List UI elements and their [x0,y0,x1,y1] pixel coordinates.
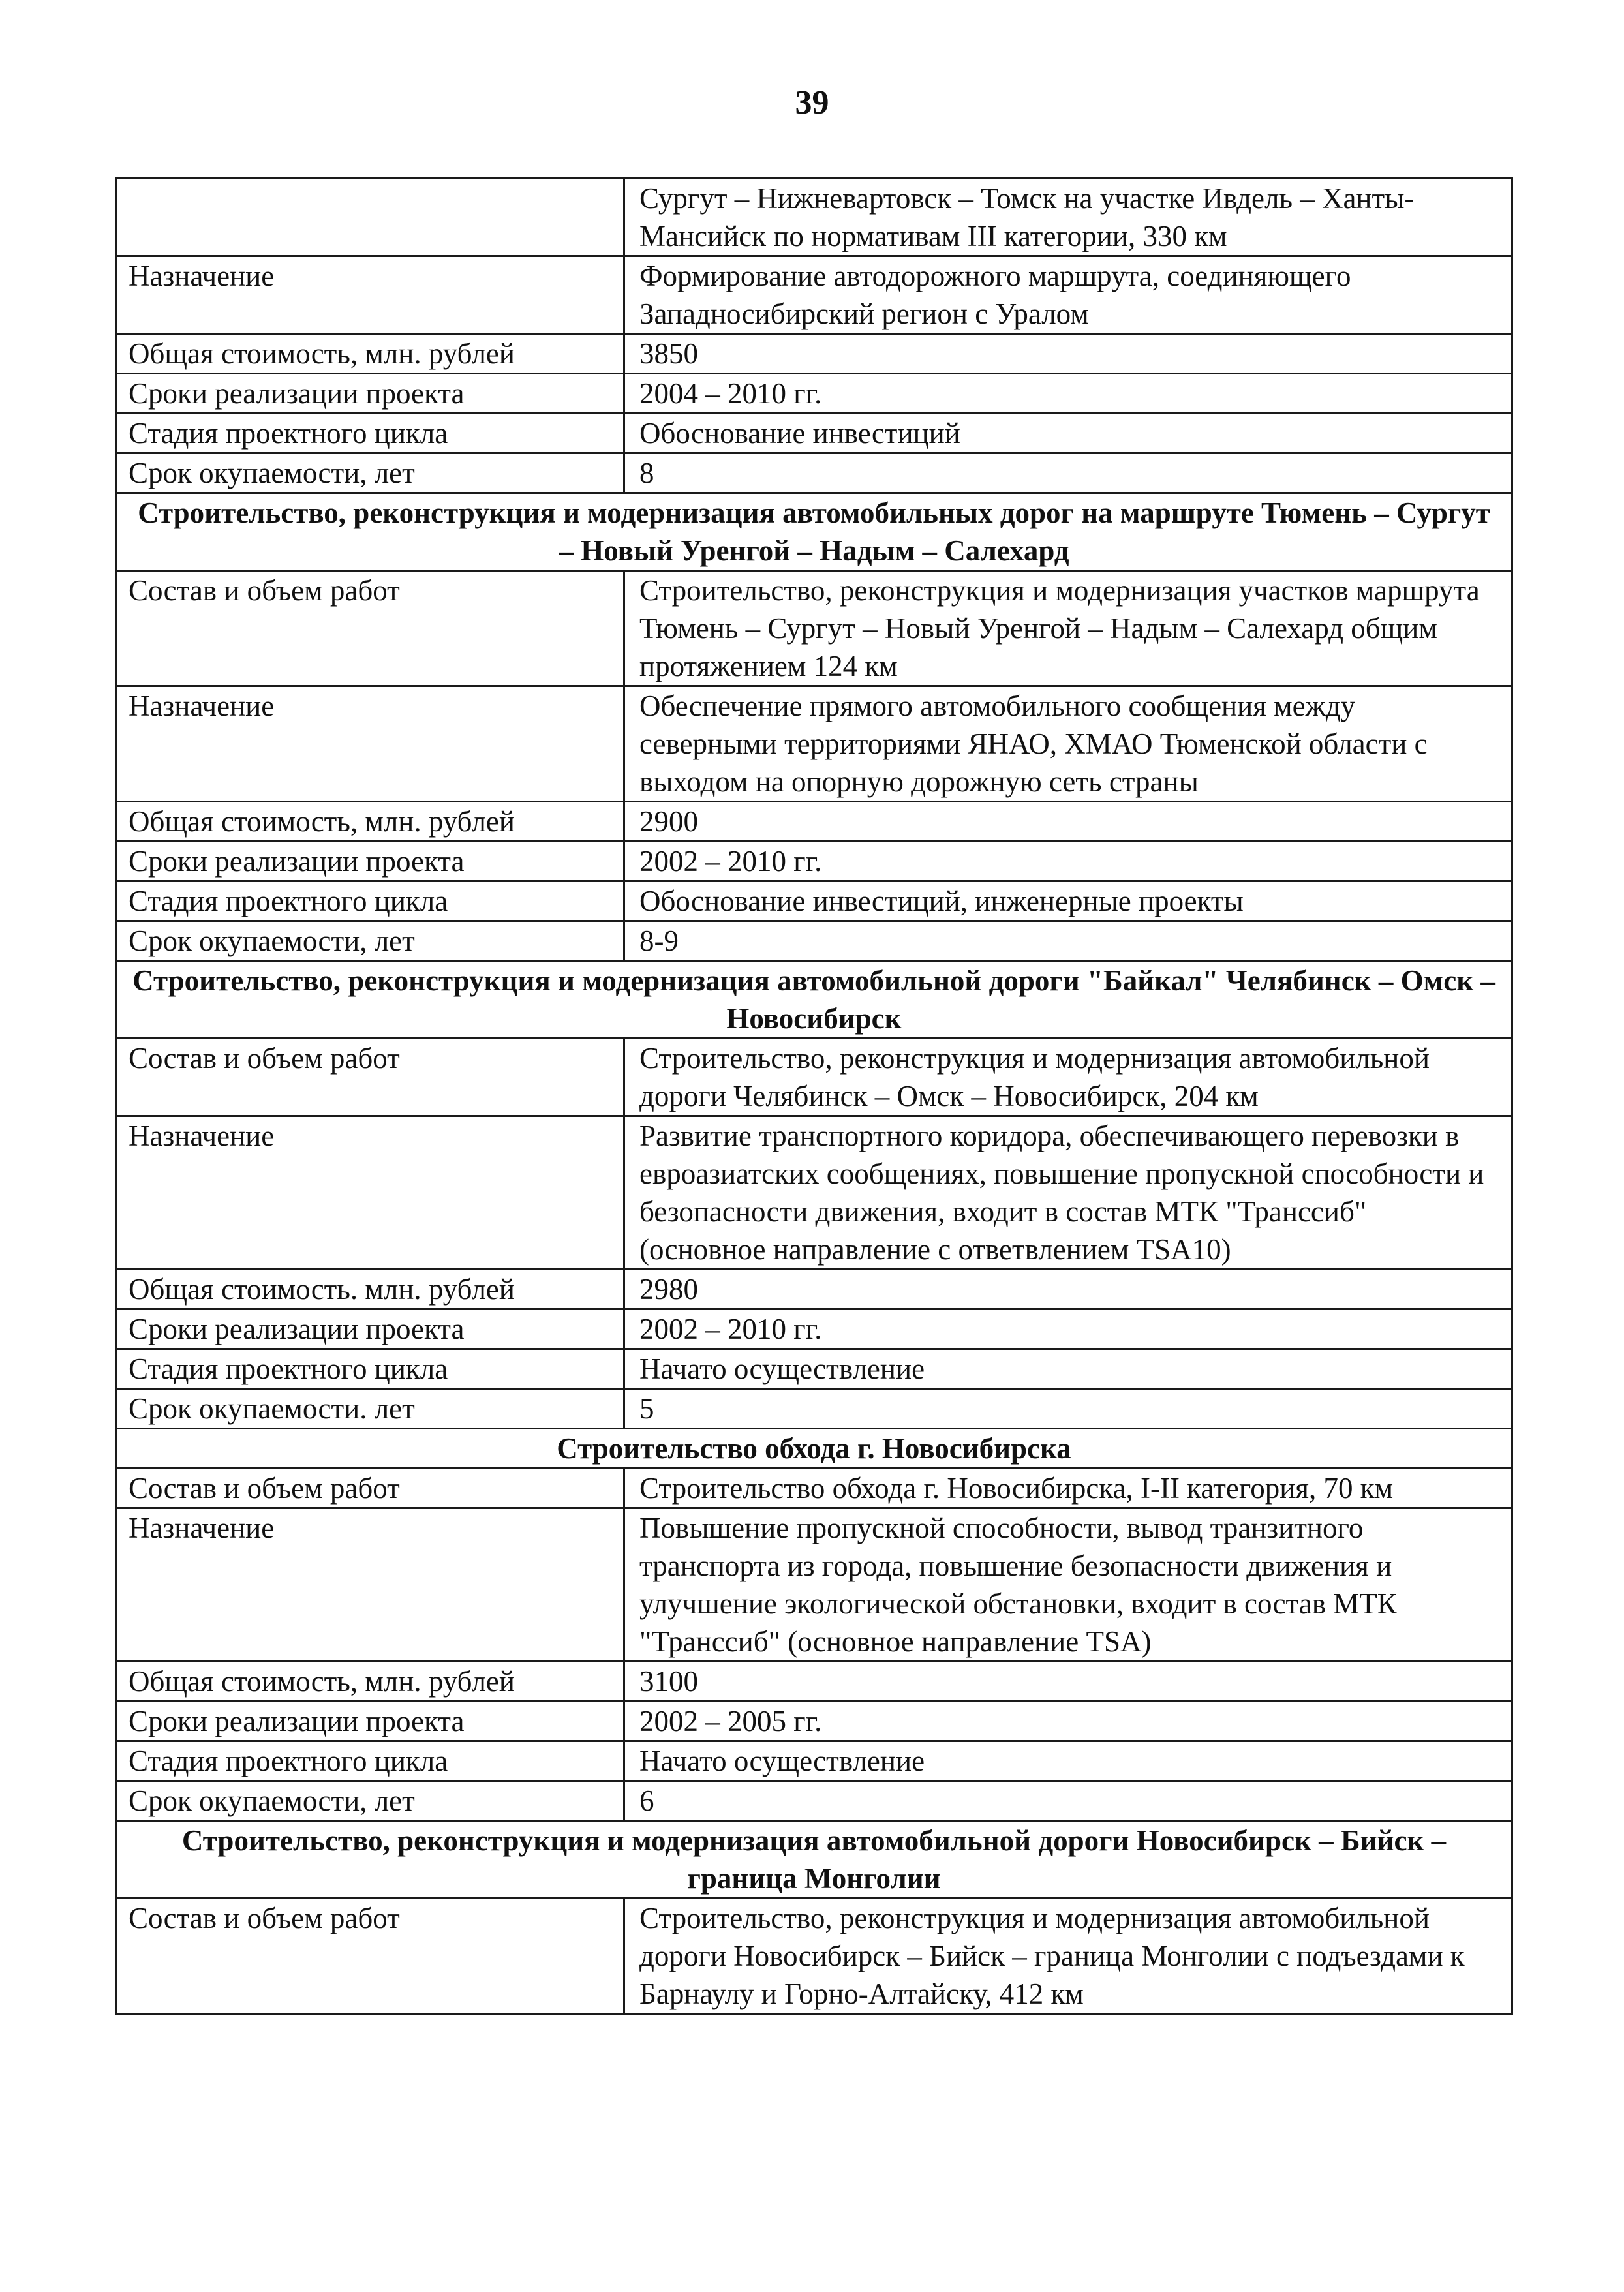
row-label: Общая стоимость, млн. рублей [116,1662,624,1702]
row-value: 5 [624,1389,1512,1429]
row-value: 2002 – 2010 гг. [624,842,1512,881]
table-row [116,1116,1512,1270]
row-value: Строительство обхода г. Новосибирска, I-II категория, 70 км [624,1469,1512,1508]
row-value: Начато осуществление [624,1741,1512,1781]
project-table-body [116,179,1512,2014]
row-label: Стадия проектного цикла [116,1741,624,1781]
row-value: Обеспечение прямого автомобильного сообщения между северными территориями ЯНАО, ХМАО Тюменской области с выходом на опорную дорожную сеть страны [624,686,1512,802]
table-row [116,802,1512,842]
row-label: Общая стоимость, млн. рублей [116,334,624,374]
table-row [116,1508,1512,1662]
row-value: 3850 [624,334,1512,374]
row-value: 3100 [624,1662,1512,1702]
row-label: Состав и объем работ [116,1039,624,1116]
table-row [116,1702,1512,1741]
section-header-row [116,961,1512,1039]
table-row [116,256,1512,334]
row-label: Назначение [116,256,624,334]
row-value: 6 [624,1781,1512,1821]
section-title: Строительство обхода г. Новосибирска [116,1429,1512,1469]
row-label: Стадия проектного цикла [116,881,624,921]
row-label: Состав и объем работ [116,1899,624,2014]
row-value: Обоснование инвестиций, инженерные проекты [624,881,1512,921]
table-row [116,1309,1512,1349]
row-value: Формирование автодорожного маршрута, соединяющего Западносибирский регион с Уралом [624,256,1512,334]
row-label: Срок окупаемости. лет [116,1389,624,1429]
table-row [116,453,1512,493]
row-value: 2002 – 2010 гг. [624,1309,1512,1349]
row-label [116,179,624,256]
row-label: Назначение [116,1508,624,1662]
row-label: Сроки реализации проекта [116,374,624,414]
row-label: Состав и объем работ [116,571,624,686]
page-number: 39 [795,84,829,121]
row-label: Срок окупаемости, лет [116,921,624,961]
row-label: Сроки реализации проекта [116,1702,624,1741]
table-row [116,1781,1512,1821]
row-value: Начато осуществление [624,1349,1512,1389]
row-value: Строительство, реконструкция и модернизация автомобильной дороги Челябинск – Омск – Новосибирск, 204 км [624,1039,1512,1116]
row-value: 2002 – 2005 гг. [624,1702,1512,1741]
row-value: Строительство, реконструкция и модернизация участков маршрута Тюмень – Сургут – Новый Уренгой – Надым – Салехард общим протяжением 124 км [624,571,1512,686]
table-row [116,1662,1512,1702]
row-value: 8 [624,453,1512,493]
row-label: Общая стоимость, млн. рублей [116,802,624,842]
row-label: Срок окупаемости, лет [116,453,624,493]
row-value: 2900 [624,802,1512,842]
row-value: 8-9 [624,921,1512,961]
row-value: Развитие транспортного коридора, обеспечивающего перевозки в евроазиатских сообщениях, повышение пропускной способности и безопасности движения, входит в состав МТК "Транссиб" (основное направление с ответвлением TSA10) [624,1116,1512,1270]
table-row [116,571,1512,686]
table-row [116,414,1512,453]
table-row [116,1741,1512,1781]
row-label: Состав и объем работ [116,1469,624,1508]
project-table [115,177,1513,2015]
row-label: Стадия проектного цикла [116,414,624,453]
row-label: Сроки реализации проекта [116,1309,624,1349]
table-row [116,921,1512,961]
row-label: Назначение [116,686,624,802]
table-row [116,1469,1512,1508]
table-row [116,334,1512,374]
table-row [116,1349,1512,1389]
row-value: Повышение пропускной способности, вывод транзитного транспорта из города, повышение безопасности движения и улучшение экологической обстановки, входит в состав МТК "Транссиб" (основное направление TSA) [624,1508,1512,1662]
section-header-row [116,1429,1512,1469]
section-title: Строительство, реконструкция и модернизация автомобильной дороги Новосибирск – Бийск – граница Монголии [116,1821,1512,1899]
section-header-row [116,493,1512,571]
row-value: 2980 [624,1270,1512,1309]
table-row [116,1039,1512,1116]
row-label: Сроки реализации проекта [116,842,624,881]
row-value: Сургут – Нижневартовск – Томск на участке Ивдель – Ханты-Мансийск по нормативам III категории, 330 км [624,179,1512,256]
section-title: Строительство, реконструкция и модернизация автомобильных дорог на маршруте Тюмень – Сургут – Новый Уренгой – Надым – Салехард [116,493,1512,571]
section-title: Строительство, реконструкция и модернизация автомобильной дороги "Байкал" Челябинск – Омск – Новосибирск [116,961,1512,1039]
row-label: Общая стоимость. млн. рублей [116,1270,624,1309]
section-header-row [116,1821,1512,1899]
table-row [116,1270,1512,1309]
table-row [116,1389,1512,1429]
row-value: 2004 – 2010 гг. [624,374,1512,414]
table-row [116,1899,1512,2014]
table-row [116,179,1512,256]
row-value: Обоснование инвестиций [624,414,1512,453]
row-label: Стадия проектного цикла [116,1349,624,1389]
row-value: Строительство, реконструкция и модернизация автомобильной дороги Новосибирск – Бийск – граница Монголии с подъездами к Барнаулу и Горно-Алтайску, 412 км [624,1899,1512,2014]
table-row [116,842,1512,881]
row-label: Назначение [116,1116,624,1270]
table-row [116,881,1512,921]
table-row [116,686,1512,802]
row-label: Срок окупаемости, лет [116,1781,624,1821]
table-row [116,374,1512,414]
